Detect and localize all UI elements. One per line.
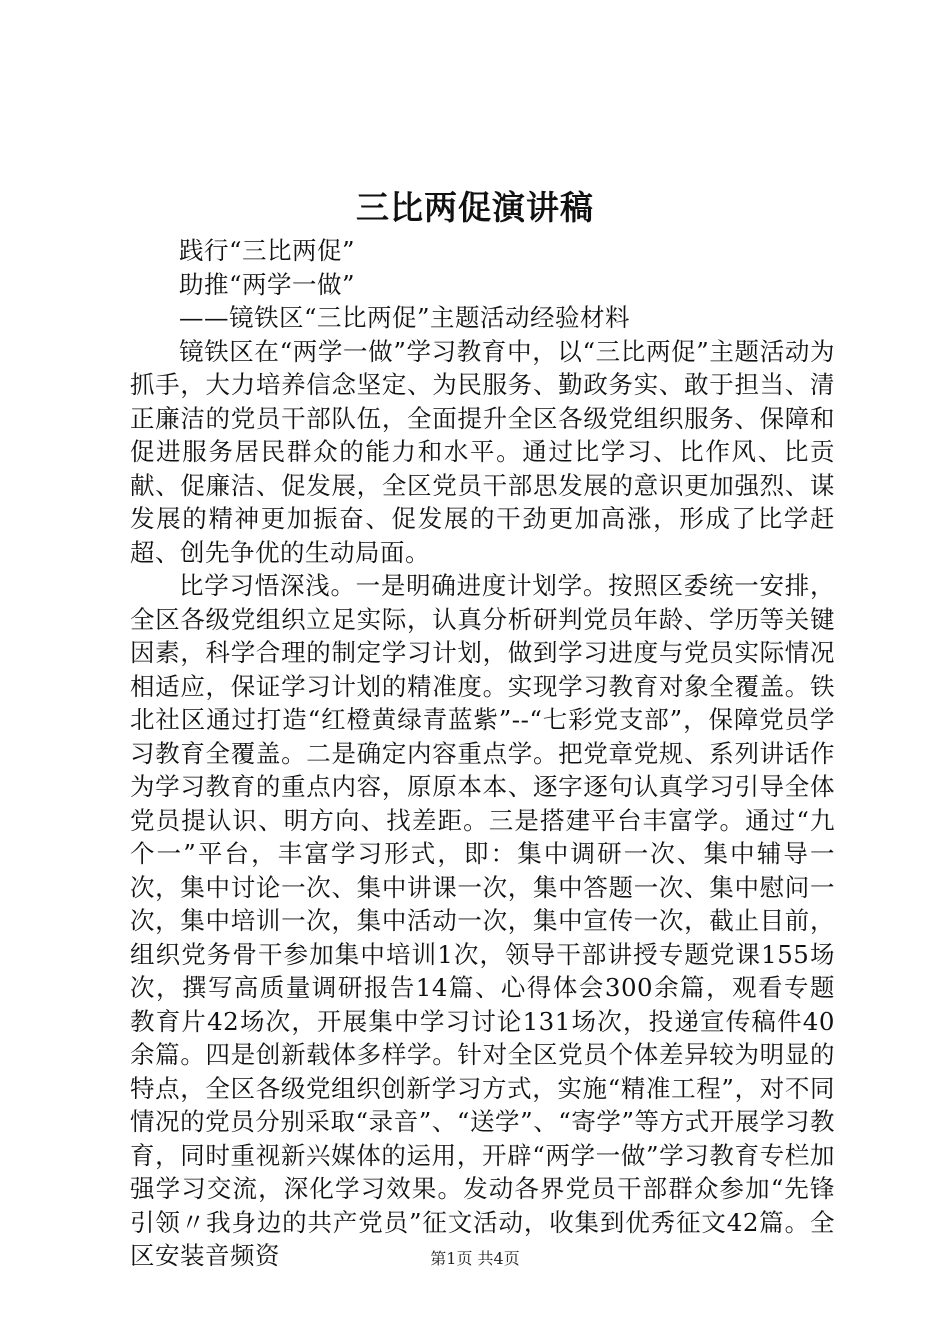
subtitle-line: 助推“两学一做” bbox=[179, 269, 356, 299]
document-title: 三比两促演讲稿 bbox=[356, 188, 594, 227]
body-paragraph: 镜铁区在“两学一做”学习教育中，以“三比两促”主题活动为抓手，大力培养信念坚定、为民服务、勤政务实、敢于担当、清正廉洁的党员干部队伍，全面提升全区各级党组织服务、保障和促进服务居民群众的能力和水平。通过比学习、比作风、比贡献、促廉洁、促发展，全区党员干部思发展的意识更加强烈、谋发展的精神更加振奋、促发展的干劲更加高涨，形成了比学赶超、创先争优的生动局面。 bbox=[130, 336, 835, 567]
body-paragraph: 比学习悟深浅。一是明确进度计划学。按照区委统一安排，全区各级党组织立足实际，认真分析研判党员年龄、学历等关键因素，科学合理的制定学习计划，做到学习进度与党员实际情况相适应，保证学习计划的精准度。实现学习教育对象全覆盖。铁北社区通过打造“红橙黄绿青蓝紫”--“七彩党支部”，保障党员学习教育全覆盖。二是确定内容重点学。把党章党规、系列讲话作为学习教育的重点内容，原原本本、逐字逐句认真学习引导全体党员提认识、明方向、找差距。三是搭建平台丰富学。通过“九个一”平台，丰富学习形式，即：集中调研一次、集中辅导一次，集中讨论一次、集中讲课一次，集中答题一次、集中慰问一次，集中培训一次，集中活动一次，集中宣传一次，截止目前，组织党务骨干参加集中培训1次，领导干部讲授专题党课155场次，撰写高质量调研报告14篇、心得体会300余篇，观看专题教育片42场次，开展集中学习讨论131场次，投递宣传稿件40余篇。四是创新载体多样学。针对全区党员个体差异较为明显的特点，全区各级党组织创新学习方式，实施“精准工程”，对不同情况的党员分别采取“录音”、“送学”、“寄学”等方式开展学习教育，同时重视新兴媒体的运用，开辟“两学一做”学习教育专栏加强学习交流，深化学习效果。发动各界党员干部群众参加“先锋引领〃我身边的共产党员”征文活动，收集到优秀征文42篇。全区安装音频资 bbox=[130, 571, 835, 1270]
subtitle-line: ——镜铁区“三比两促”主题活动经验材料 bbox=[179, 303, 631, 332]
page-number-footer: 第1页 共4页 bbox=[430, 1249, 520, 1268]
document-body bbox=[130, 234, 835, 1273]
subtitle-line: 践行“三比两促” bbox=[179, 236, 356, 265]
